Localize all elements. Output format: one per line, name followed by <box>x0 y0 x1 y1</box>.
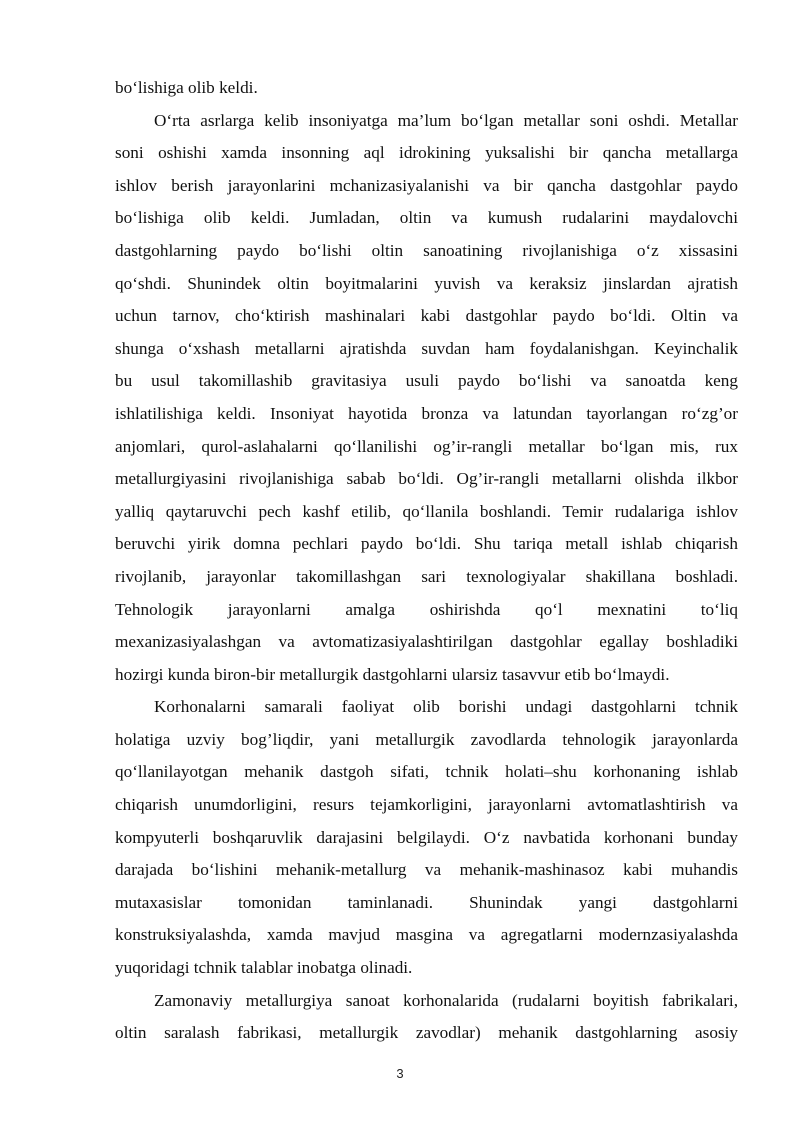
paragraph-line: darajada bo‘lishini mehanik-metallurg va mehanik-mashinasoz kabi muhandis <box>115 860 738 880</box>
paragraph-line: chiqarish unumdorligini, resurs tejamkorligini, jarayonlarni avtomatlashtirish va <box>115 795 738 815</box>
body-text <box>115 72 738 1050</box>
paragraph-line: yalliq qaytaruvchi pech kashf etilib, qo‘llanila boshlandi. Temir rudalariga ishlov <box>115 501 738 521</box>
paragraph-last-line: hozirgi kunda biron-bir metallurgik dastgohlarni ularsiz tasavvur etib bo‘lmaydi. <box>115 664 670 684</box>
paragraph-line: oltin saralash fabrikasi, metallurgik zavodlar) mehanik dastgohlarning asosiy <box>115 1023 738 1043</box>
paragraph-line: ishlatilishiga keldi. Insoniyat hayotida bronza va latundan tayorlangan ro‘zg’or <box>115 403 738 423</box>
paragraph-line: bu usul takomillashib gravitasiya usuli paydo bo‘lishi va sanoatda keng <box>115 371 738 391</box>
paragraph-line: metallurgiyasini rivojlanishiga sabab bo‘ldi. Og’ir-rangli metallarni olishda ilkbor <box>115 469 738 489</box>
paragraph-line: mexanizasiyalashgan va avtomatizasiyalashtirilgan dastgohlar egallay boshladiki <box>115 632 738 652</box>
paragraph-line: dastgohlarning paydo bo‘lishi oltin sanoatining rivojlanishiga o‘z xissasini <box>115 240 738 260</box>
paragraph-line: holatiga uzviy bog’liqdir, yani metallurgik zavodlarda tehnologik jarayonlarda <box>115 729 738 749</box>
paragraph-line: qo‘llanilayotgan mehanik dastgoh sifati, tchnik holati–shu korhonaning ishlab <box>115 762 738 782</box>
paragraph-first-line: Korhonalarni samarali faoliyat olib borishi undagi dastgohlarni tchnik <box>154 697 738 717</box>
paragraph-line: rivojlanib, jarayonlar takomillashgan sari texnologiyalar shakillana boshladi. <box>115 566 738 586</box>
paragraph-line: soni oshishi xamda insonning aql idrokining yuksalishi bir qancha metallarga <box>115 143 738 163</box>
paragraph-line: Tehnologik jarayonlarni amalga oshirishda qo‘l mexnatini to‘liq <box>115 599 738 619</box>
paragraph-line: bo‘lishiga olib keldi. <box>115 78 258 97</box>
page-number: 3 <box>396 1066 404 1081</box>
paragraph-first-line: Zamonaviy metallurgiya sanoat korhonalarida (rudalarni boyitish fabrikalari, <box>154 990 738 1010</box>
paragraph-last-line: yuqoridagi tchnik talablar inobatga olinadi. <box>115 958 413 978</box>
paragraph-line: mutaxasislar tomonidan taminlanadi. Shunindak yangi dastgohlarni <box>115 892 738 912</box>
paragraph-line: uchun tarnov, cho‘ktirish mashinalari kabi dastgohlar paydo bo‘ldi. Oltin va <box>115 306 738 326</box>
paragraph-line: qo‘shdi. Shunindek oltin boyitmalarini yuvish va keraksiz jinslardan ajratish <box>115 273 738 293</box>
paragraph-line: ishlov berish jarayonlarini mchanizasiyalanishi va bir qancha dastgohlar paydo <box>115 175 738 195</box>
paragraph-first-line: O‘rta asrlarga kelib insoniyatga ma’lum bo‘lgan metallar soni oshdi. Metallar <box>154 110 738 130</box>
paragraph-line: bo‘lishiga olib keldi. Jumladan, oltin va kumush rudalarini maydalovchi <box>115 208 738 228</box>
paragraph-line: shunga o‘xshash metallarni ajratishda suvdan ham foydalanishgan. Keyinchalik <box>115 338 738 358</box>
paragraph-line: kompyuterli boshqaruvlik darajasini belgilaydi. O‘z navbatida korhonani bunday <box>115 827 738 847</box>
paragraph-line: anjomlari, qurol-aslahalarni qo‘llanilishi og’ir-rangli metallar bo‘lgan mis, rux <box>115 436 738 456</box>
paragraph-line: beruvchi yirik domna pechlari paydo bo‘ldi. Shu tariqa metall ishlab chiqarish <box>115 534 738 554</box>
paragraph-line: konstruksiyalashda, xamda mavjud masgina va agregatlarni modernzasiyalashda <box>115 925 738 945</box>
